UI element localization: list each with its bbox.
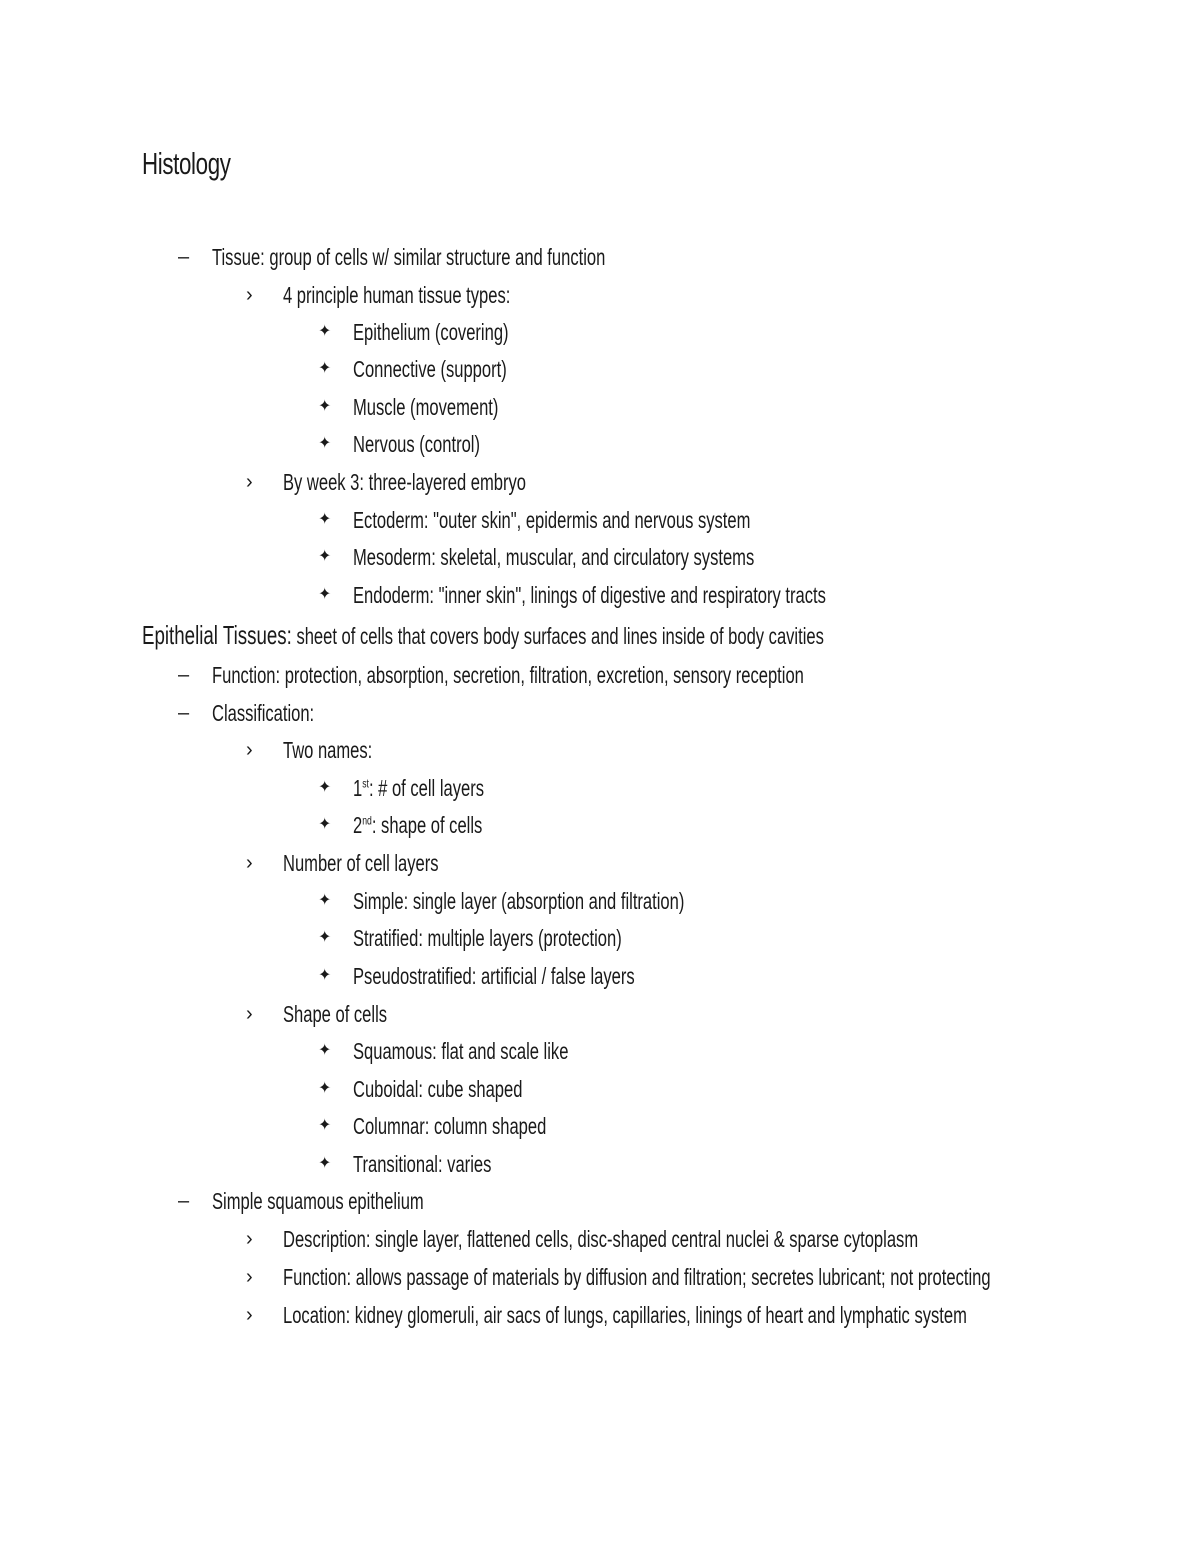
list-item-text: Muscle (movement) — [353, 394, 499, 420]
list-item-text: Ectoderm: "outer skin", epidermis and nervous system — [353, 507, 751, 533]
star-marker: ✦ — [318, 398, 332, 415]
list-item-text: Stratified: multiple layers (protection) — [353, 925, 622, 951]
star-marker: ✦ — [318, 779, 332, 796]
ordinal-suffix: nd — [362, 813, 372, 828]
star-marker: ✦ — [318, 816, 332, 833]
ordinal-suffix: st — [362, 776, 369, 791]
list-item-text — [353, 769, 484, 807]
list-item-text: Two names: — [283, 737, 373, 763]
section-heading-definition: sheet of cells that covers body surfaces and lines inside of body cavities — [296, 623, 824, 649]
section-heading-title: Epithelial Tissues: — [142, 620, 292, 650]
list-item-text: Columnar: column shaped — [353, 1113, 547, 1139]
dash-marker: – — [178, 246, 190, 268]
list-item-text: Function: allows passage of materials by diffusion and filtration; secretes lubricant; not protecting — [283, 1264, 991, 1290]
list-item-text — [353, 806, 482, 844]
star-marker: ✦ — [318, 1155, 332, 1172]
list-item-text: Connective (support) — [353, 356, 507, 382]
star-marker: ✦ — [318, 511, 332, 528]
list-item-text: Simple squamous epithelium — [212, 1188, 424, 1214]
chevron-marker: › — [246, 739, 253, 761]
list-item-text: Nervous (control) — [353, 431, 481, 457]
star-marker: ✦ — [318, 548, 332, 565]
star-marker: ✦ — [318, 892, 332, 909]
star-marker: ✦ — [318, 586, 332, 603]
star-marker: ✦ — [318, 1042, 332, 1059]
chevron-marker: › — [246, 471, 253, 493]
chevron-marker: › — [246, 1304, 253, 1326]
list-item-text: 4 principle human tissue types: — [283, 282, 511, 308]
list-item-text: Number of cell layers — [283, 850, 439, 876]
dash-marker: – — [178, 664, 190, 686]
list-item-rest: : # of cell layers — [368, 775, 484, 801]
list-item-text: Description: single layer, flattened cells, disc-shaped central nuclei & sparse cytoplasm — [283, 1226, 919, 1252]
list-item-text: Classification: — [212, 700, 315, 726]
list-item-text: Location: kidney glomeruli, air sacs of lungs, capillaries, linings of heart and lymphatic system — [283, 1302, 967, 1328]
star-marker: ✦ — [318, 1080, 332, 1097]
list-item-text: Function: protection, absorption, secretion, filtration, excretion, sensory reception — [212, 662, 804, 688]
dash-marker: – — [178, 1190, 190, 1212]
list-item-text: Endoderm: "inner skin", linings of digestive and respiratory tracts — [353, 582, 826, 608]
section-heading-text — [142, 616, 824, 655]
list-item-text: Cuboidal: cube shaped — [353, 1076, 523, 1102]
list-item-text: Transitional: varies — [353, 1151, 492, 1177]
ordinal-number: 2 — [353, 812, 363, 838]
chevron-marker: › — [246, 1228, 253, 1250]
list-item-text: Squamous: flat and scale like — [353, 1038, 569, 1064]
ordinal-number: 1 — [353, 775, 363, 801]
list-item-text: Epithelium (covering) — [353, 319, 509, 345]
star-marker: ✦ — [318, 323, 332, 340]
list-item-text: Shape of cells — [283, 1001, 388, 1027]
star-marker: ✦ — [318, 967, 332, 984]
star-marker: ✦ — [318, 929, 332, 946]
chevron-marker: › — [246, 1003, 253, 1025]
chevron-marker: › — [246, 852, 253, 874]
page-title: Histology — [142, 146, 231, 181]
star-marker: ✦ — [318, 1117, 332, 1134]
list-item-text: Mesoderm: skeletal, muscular, and circulatory systems — [353, 544, 755, 570]
dash-marker: – — [178, 702, 190, 724]
list-item-text: Tissue: group of cells w/ similar structure and function — [212, 244, 606, 270]
list-item-text: Simple: single layer (absorption and filtration) — [353, 888, 685, 914]
list-item-text: By week 3: three-layered embryo — [283, 469, 526, 495]
list-item-text: Pseudostratified: artificial / false layers — [353, 963, 635, 989]
chevron-marker: › — [246, 284, 253, 306]
list-item-rest: : shape of cells — [371, 812, 483, 838]
star-marker: ✦ — [318, 360, 332, 377]
star-marker: ✦ — [318, 435, 332, 452]
chevron-marker: › — [246, 1266, 253, 1288]
